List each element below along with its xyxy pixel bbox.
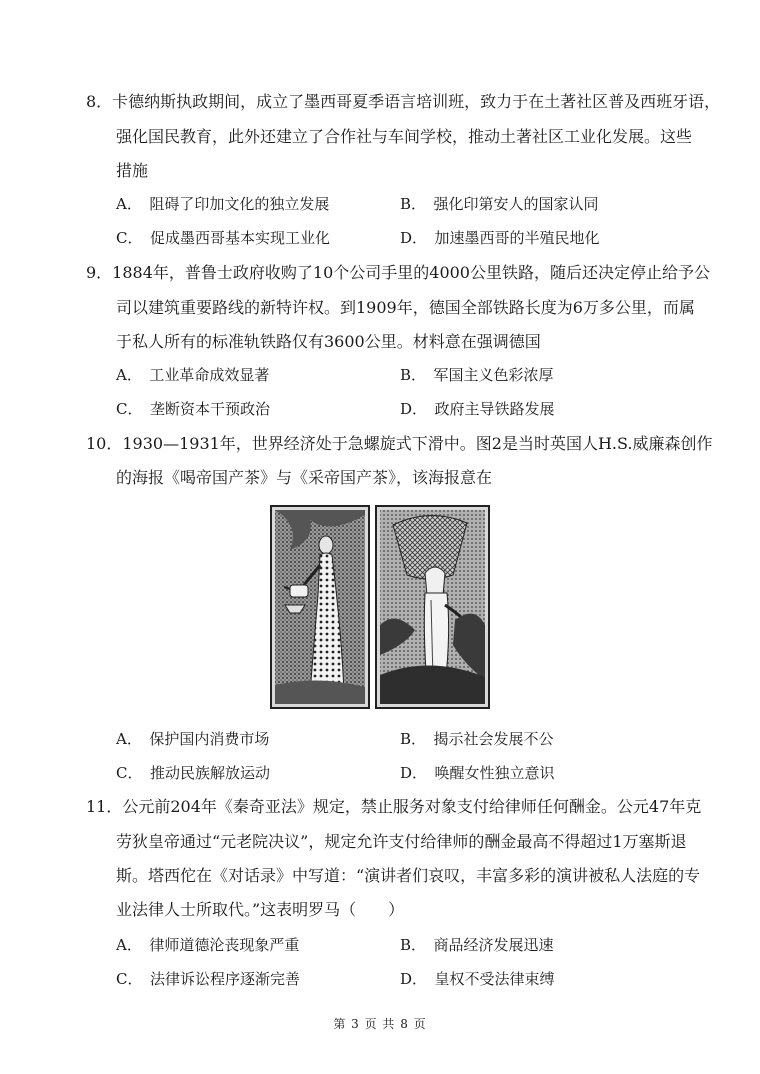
poster-drink-empire-tea-image xyxy=(270,505,370,709)
option-a[interactable]: A． 工业革命成效显著 xyxy=(116,366,270,384)
question-stem-line: 措施 xyxy=(116,161,149,180)
question-stem-line: 强化国民教育，此外还建立了合作社与车间学校，推动土著社区工业化发展。这些 xyxy=(116,127,693,146)
option-a[interactable]: A． 保护国内消费市场 xyxy=(116,730,270,748)
question-stem-line: 11．公元前204年《秦奇亚法》规定，禁止服务对象支付给律师任何酬金。公元47年克 xyxy=(86,797,702,816)
option-b[interactable]: B． 军国主义色彩浓厚 xyxy=(400,366,554,384)
option-b[interactable]: B． 揭示社会发展不公 xyxy=(400,730,554,748)
question-stem-line: 于私人所有的标准轨铁路仅有3600公里。材料意在强调德国 xyxy=(116,332,541,351)
option-a[interactable]: A． 阻碍了印加文化的独立发展 xyxy=(116,195,330,213)
page-number-footer: 第 3 页 共 8 页 xyxy=(333,1017,427,1031)
question-stem-line: 斯。塔西佗在《对话录》中写道：“演讲者们哀叹，丰富多彩的演讲被私人法庭的专 xyxy=(116,866,701,885)
option-c[interactable]: C． 促成墨西哥基本实现工业化 xyxy=(116,229,330,247)
option-d[interactable]: D． 皇权不受法律束缚 xyxy=(400,970,555,988)
option-b[interactable]: B． 强化印第安人的国家认同 xyxy=(400,195,599,213)
poster-pick-empire-tea xyxy=(375,505,490,709)
option-d[interactable]: D． 加速墨西哥的半殖民地化 xyxy=(400,229,600,247)
poster-drink-empire-tea xyxy=(270,505,370,709)
option-d[interactable]: D． 政府主导铁路发展 xyxy=(400,400,555,418)
poster-pick-empire-tea-image xyxy=(375,505,490,709)
option-c[interactable]: C． 法律诉讼程序逐渐完善 xyxy=(116,970,300,988)
option-c[interactable]: C． 推动民族解放运动 xyxy=(116,764,270,782)
question-stem-line: 9．1884年，普鲁士政府收购了10个公司手里的4000公里铁路，随后还决定停止给予公 xyxy=(86,263,710,282)
option-c[interactable]: C． 垄断资本干预政治 xyxy=(116,400,270,418)
question-stem-line: 8．卡德纳斯执政期间，成立了墨西哥夏季语言培训班，致力于在土著社区普及西班牙语， xyxy=(86,92,721,111)
question-stem-line: 业法律人士所取代。”这表明罗马（ ） xyxy=(116,900,405,919)
question-stem-line: 的海报《喝帝国产茶》与《采帝国产茶》，该海报意在 xyxy=(116,468,493,487)
question-stem-line: 司以建筑重要路线的新特许权。到1909年，德国全部铁路长度为6万多公里，而属 xyxy=(116,298,695,317)
option-a[interactable]: A． 律师道德沦丧现象严重 xyxy=(116,936,300,954)
option-d[interactable]: D． 唤醒女性独立意识 xyxy=(400,764,555,782)
question-stem-line: 劳狄皇帝通过“元老院决议”，规定允许支付给律师的酬金最高不得超过1万塞斯退 xyxy=(116,832,687,851)
option-b[interactable]: B． 商品经济发展迅速 xyxy=(400,936,554,954)
question-stem-line: 10．1930—1931年，世界经济处于急螺旋式下滑中。图2是当时英国人H.S.威廉森创作 xyxy=(86,434,713,453)
